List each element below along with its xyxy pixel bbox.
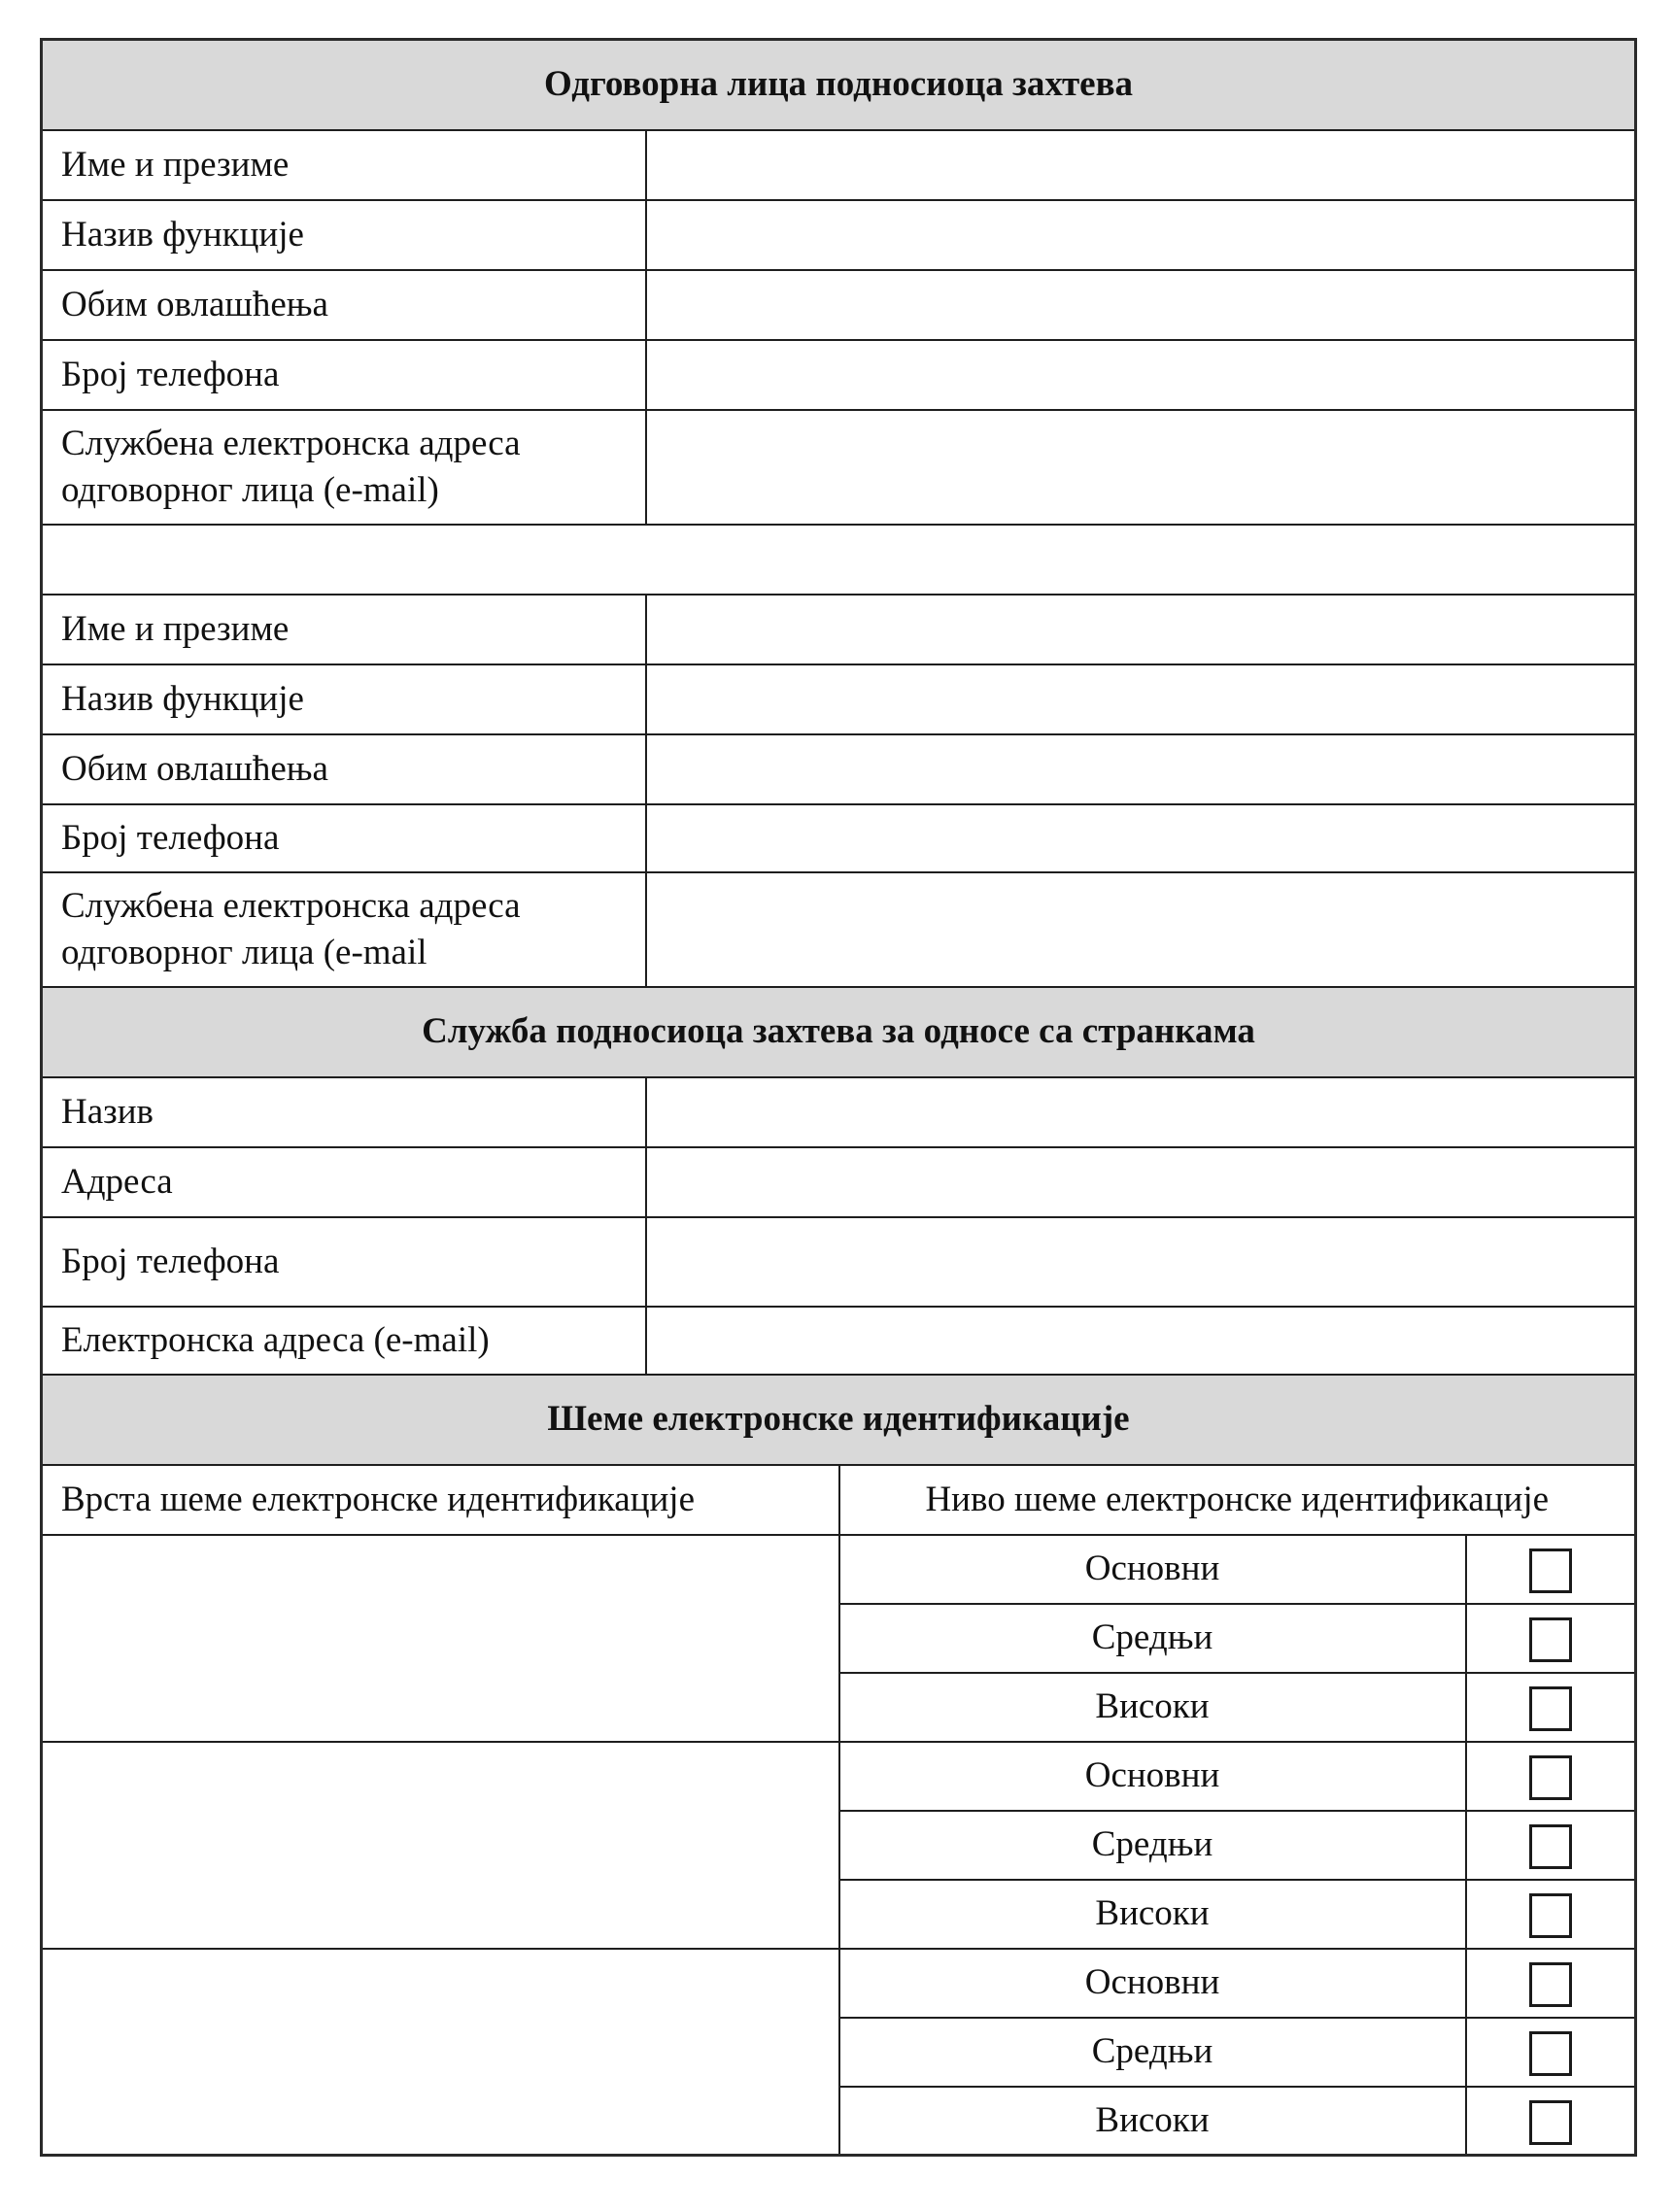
phone-label: Број телефона bbox=[42, 340, 646, 410]
checkbox-basic[interactable] bbox=[1529, 1962, 1572, 2007]
authority-label: Обим овлашћења bbox=[42, 734, 646, 804]
table-row bbox=[42, 872, 1636, 987]
checkbox-cell bbox=[1466, 1673, 1636, 1742]
table-row bbox=[42, 340, 1636, 410]
column-header-row bbox=[42, 1465, 1636, 1535]
service-name-label: Назив bbox=[42, 1077, 646, 1147]
table-row bbox=[42, 1147, 1636, 1217]
scheme-type-field[interactable] bbox=[42, 1535, 839, 1742]
table-row bbox=[42, 734, 1636, 804]
checkbox-basic[interactable] bbox=[1529, 1755, 1572, 1800]
scheme-level-row bbox=[42, 1535, 1636, 1604]
phone-field[interactable] bbox=[646, 340, 1636, 410]
table-row bbox=[42, 1077, 1636, 1147]
section-header-client-service bbox=[42, 987, 1636, 1077]
checkbox-cell bbox=[1466, 1811, 1636, 1880]
authority-field[interactable] bbox=[646, 734, 1636, 804]
checkbox-basic[interactable] bbox=[1529, 1548, 1572, 1593]
level-label-high: Високи bbox=[839, 1673, 1466, 1742]
table-row bbox=[42, 270, 1636, 340]
phone-field[interactable] bbox=[646, 804, 1636, 872]
separator-row bbox=[42, 525, 1636, 595]
table-row bbox=[42, 804, 1636, 872]
application-form-table bbox=[40, 38, 1637, 2157]
checkbox-cell bbox=[1466, 1535, 1636, 1604]
service-email-field[interactable] bbox=[646, 1307, 1636, 1375]
table-row bbox=[42, 1307, 1636, 1375]
table-row bbox=[42, 664, 1636, 734]
table-row bbox=[42, 130, 1636, 200]
level-label-high: Високи bbox=[839, 1880, 1466, 1949]
level-label-basic: Основни bbox=[839, 1742, 1466, 1811]
table-row bbox=[42, 595, 1636, 664]
scheme-level-column-header: Ниво шеме електронске идентификације bbox=[839, 1465, 1636, 1535]
checkbox-high[interactable] bbox=[1529, 1686, 1572, 1731]
authority-field[interactable] bbox=[646, 270, 1636, 340]
empty-separator-cell bbox=[42, 525, 1636, 595]
checkbox-cell bbox=[1466, 1880, 1636, 1949]
checkbox-medium[interactable] bbox=[1529, 1824, 1572, 1869]
email-field[interactable] bbox=[646, 410, 1636, 525]
function-label: Назив функције bbox=[42, 664, 646, 734]
table-row bbox=[42, 1217, 1636, 1307]
function-field[interactable] bbox=[646, 200, 1636, 270]
level-label-medium: Средњи bbox=[839, 1604, 1466, 1673]
checkbox-cell bbox=[1466, 1949, 1636, 2018]
checkbox-cell bbox=[1466, 2018, 1636, 2087]
checkbox-cell bbox=[1466, 1742, 1636, 1811]
checkbox-medium[interactable] bbox=[1529, 1617, 1572, 1662]
email-label-line1: Службена електронска адреса bbox=[61, 885, 521, 926]
service-address-field[interactable] bbox=[646, 1147, 1636, 1217]
table-row bbox=[42, 410, 1636, 525]
section-title: Служба подносиоца захтева за односе са странкама bbox=[42, 987, 1636, 1077]
level-label-medium: Средњи bbox=[839, 2018, 1466, 2087]
service-phone-field[interactable] bbox=[646, 1217, 1636, 1307]
full-name-field[interactable] bbox=[646, 130, 1636, 200]
phone-label: Број телефона bbox=[42, 804, 646, 872]
authority-label: Обим овлашћења bbox=[42, 270, 646, 340]
email-label-line1: Службена електронска адреса bbox=[61, 423, 521, 463]
level-label-medium: Средњи bbox=[839, 1811, 1466, 1880]
service-address-label: Адреса bbox=[42, 1147, 646, 1217]
scheme-level-row bbox=[42, 1742, 1636, 1811]
table-row bbox=[42, 200, 1636, 270]
scheme-type-column-header: Врста шеме електронске идентификације bbox=[42, 1465, 839, 1535]
full-name-field[interactable] bbox=[646, 595, 1636, 664]
checkbox-high[interactable] bbox=[1529, 1893, 1572, 1938]
section-header-responsible-persons bbox=[42, 40, 1636, 130]
section-title: Одговорна лица подносиоца захтева bbox=[42, 40, 1636, 130]
full-name-label: Име и презиме bbox=[42, 130, 646, 200]
checkbox-medium[interactable] bbox=[1529, 2031, 1572, 2076]
section-header-eid-schemes bbox=[42, 1375, 1636, 1465]
section-title: Шеме електронске идентификације bbox=[42, 1375, 1636, 1465]
service-name-field[interactable] bbox=[646, 1077, 1636, 1147]
service-email-label: Електронска адреса (e-mail) bbox=[42, 1307, 646, 1375]
full-name-label: Име и презиме bbox=[42, 595, 646, 664]
scheme-type-field[interactable] bbox=[42, 1949, 839, 2156]
email-label bbox=[42, 410, 646, 525]
checkbox-cell bbox=[1466, 1604, 1636, 1673]
email-label-line2: одговорног лица (e-mail) bbox=[61, 469, 439, 510]
email-field[interactable] bbox=[646, 872, 1636, 987]
level-label-basic: Основни bbox=[839, 1535, 1466, 1604]
service-phone-label: Број телефона bbox=[42, 1217, 646, 1307]
checkbox-high[interactable] bbox=[1529, 2100, 1572, 2145]
email-label bbox=[42, 872, 646, 987]
scheme-level-row bbox=[42, 1949, 1636, 2018]
scheme-type-field[interactable] bbox=[42, 1742, 839, 1949]
email-label-line2: одговорног лица (e-mail bbox=[61, 932, 427, 972]
level-label-basic: Основни bbox=[839, 1949, 1466, 2018]
level-label-high: Високи bbox=[839, 2087, 1466, 2156]
function-label: Назив функције bbox=[42, 200, 646, 270]
function-field[interactable] bbox=[646, 664, 1636, 734]
checkbox-cell bbox=[1466, 2087, 1636, 2156]
